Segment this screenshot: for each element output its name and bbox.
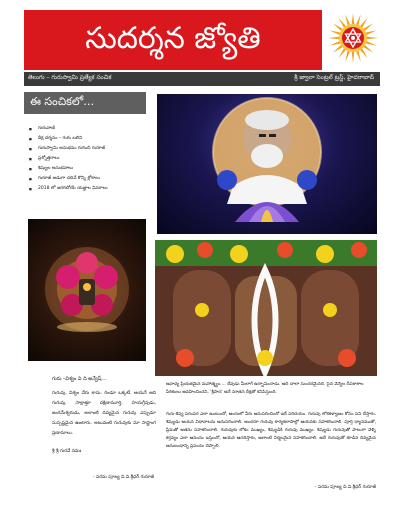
logo-ray: [329, 41, 340, 46]
toc-item[interactable]: ■ గురుస్వామి అనుభవం గురించి గురూజీ: [28, 144, 148, 154]
devotional-shrine-image: [28, 219, 146, 361]
toc-item[interactable]: ■ 2018 లో జరగబోయే యజ్ఞాల వివరాలు: [28, 184, 148, 194]
toc-item[interactable]: ■ ప్రశ్నోత్తరాలు: [28, 154, 148, 164]
photo-caption: అవాధ్య ప్రియతమైన మహాత్మ్యం…. దేవుడు మీలాగే ఉద్భావించాడు. అది చాలా సుందరమైనది. సైన వెన్నెల దీపకాశాల పీఠికంలు ఆవహించిందని, 'శ్రీపాద' అనే నూతన దీక్షతో కనిపిస్తుంది.: [166, 382, 364, 395]
issue-info-bar: [24, 72, 380, 86]
toc-item[interactable]: ■ శిష్యుల అనుభవాలు: [28, 164, 148, 174]
guru-message-body: గురువు, విశ్వం వేరు కాదు. రెండూ ఒక్కటే. ఆయనే ఆది గురువు, సాక్షాత్తూ దక్షిణామూర్తి, హయగ్రీవుడు, జంగమేశ్వరుడు, అలాంటి దివ్యమైన గురువు ఎప్పుడూ సుస్పష్టమైన ఉంటారు. అటువంటి గురువుకు మా సాష్టాంగ ప్రణామాలు.: [52, 391, 156, 436]
guru-message-column: [52, 376, 156, 481]
toc-item[interactable]: ■ దీక్ష దర్శనం – గురు బలిని: [28, 134, 148, 144]
logo-ray: [356, 51, 361, 62]
article-column: [166, 381, 376, 491]
logo-ray: [352, 52, 355, 63]
toc-list: [28, 124, 148, 194]
logo-ray: [333, 23, 343, 31]
guruji-portrait-image: [157, 94, 377, 234]
logo-ray: [328, 37, 339, 40]
toc-item[interactable]: ■ గురువాణి: [28, 124, 148, 134]
logo-ray: [352, 13, 355, 24]
logo-ray: [367, 37, 378, 40]
toc-heading: ఈ సంచికలో…: [30, 95, 95, 108]
logo-ray: [345, 51, 350, 62]
logo-ray: [329, 30, 340, 35]
logo-ray: [345, 14, 350, 25]
masthead-banner: [24, 10, 322, 70]
guru-salutation: శ్రీ శ్రీ గురవే నమః: [52, 449, 82, 454]
article-signature: - పరమ పూజ్య వి.వి.శ్రీధర్ గురూజీ: [314, 485, 376, 490]
logo-ray: [360, 49, 368, 59]
logo-ray: [366, 41, 377, 46]
logo-ray: [366, 30, 377, 35]
logo-ray: [333, 45, 343, 53]
logo-ray: [338, 18, 346, 28]
guru-message-signature: - పరమ పూజ్య వి.వి.శ్రీధర్ గురూజీ: [92, 475, 154, 480]
toc-heading-bar: [24, 92, 146, 114]
article-body: గురు-శిష్య పరంపర ఎలా ఉంటుందో, అందులో వీరు అనుసరించిందో ఇదే పరిచయం. గురువు లోకకళ్యాణం కోసం పని చేస్తారు. శిష్యుడు ఆయన విధానాలను అనుసరించాలి. అందరూ గురువు కార్యకలాపాల్లో ఆయనకు సహకరించాలి. పూర్తి ధ్యానముతో, ప్రేమతో అతను సహకరించాలి. గురువుకు లోకం ముఖ్యం, శిష్యుడికి గురువు ముఖ్యం. శిష్యుడు గురువుతో పాటుగా వెళ్ళి కర్తవ్యం ఎలా ఆనందం ఇస్తుందో, ఆయన ఆచరిస్తారు, అలాంటి నిర్మలమైన సహకరించాలి. అదే గురువుతో కూడిన దివ్యమైన అనుబంధాన్ని ప్రపంచం చెప్పాలి.: [166, 412, 376, 449]
logo-ray: [338, 49, 346, 59]
logo-ray: [364, 45, 374, 53]
logo-ray: [364, 23, 374, 31]
logo-ray: [356, 14, 361, 25]
guru-message-heading: గురు –విశ్వం వి ది అన్వేష్…: [52, 376, 107, 382]
publisher-label: శ్రీ జ్వాలా సెంట్రల్ ట్రస్ట్, హైదరాబాద్: [294, 74, 374, 81]
toc-item[interactable]: ■ గురూజీ అడుగా చదివే కొన్ని శ్లోకాలు: [28, 174, 148, 184]
paduka-altar-image: [155, 240, 377, 376]
publication-title: సుదర్శన జ్యోతి: [85, 21, 261, 56]
sun-emblem-logo: [327, 12, 379, 64]
issue-label: తెలుగు – గురుస్వామి ప్రత్యేక సంచిక: [28, 74, 112, 81]
logo-ray: [360, 18, 368, 28]
